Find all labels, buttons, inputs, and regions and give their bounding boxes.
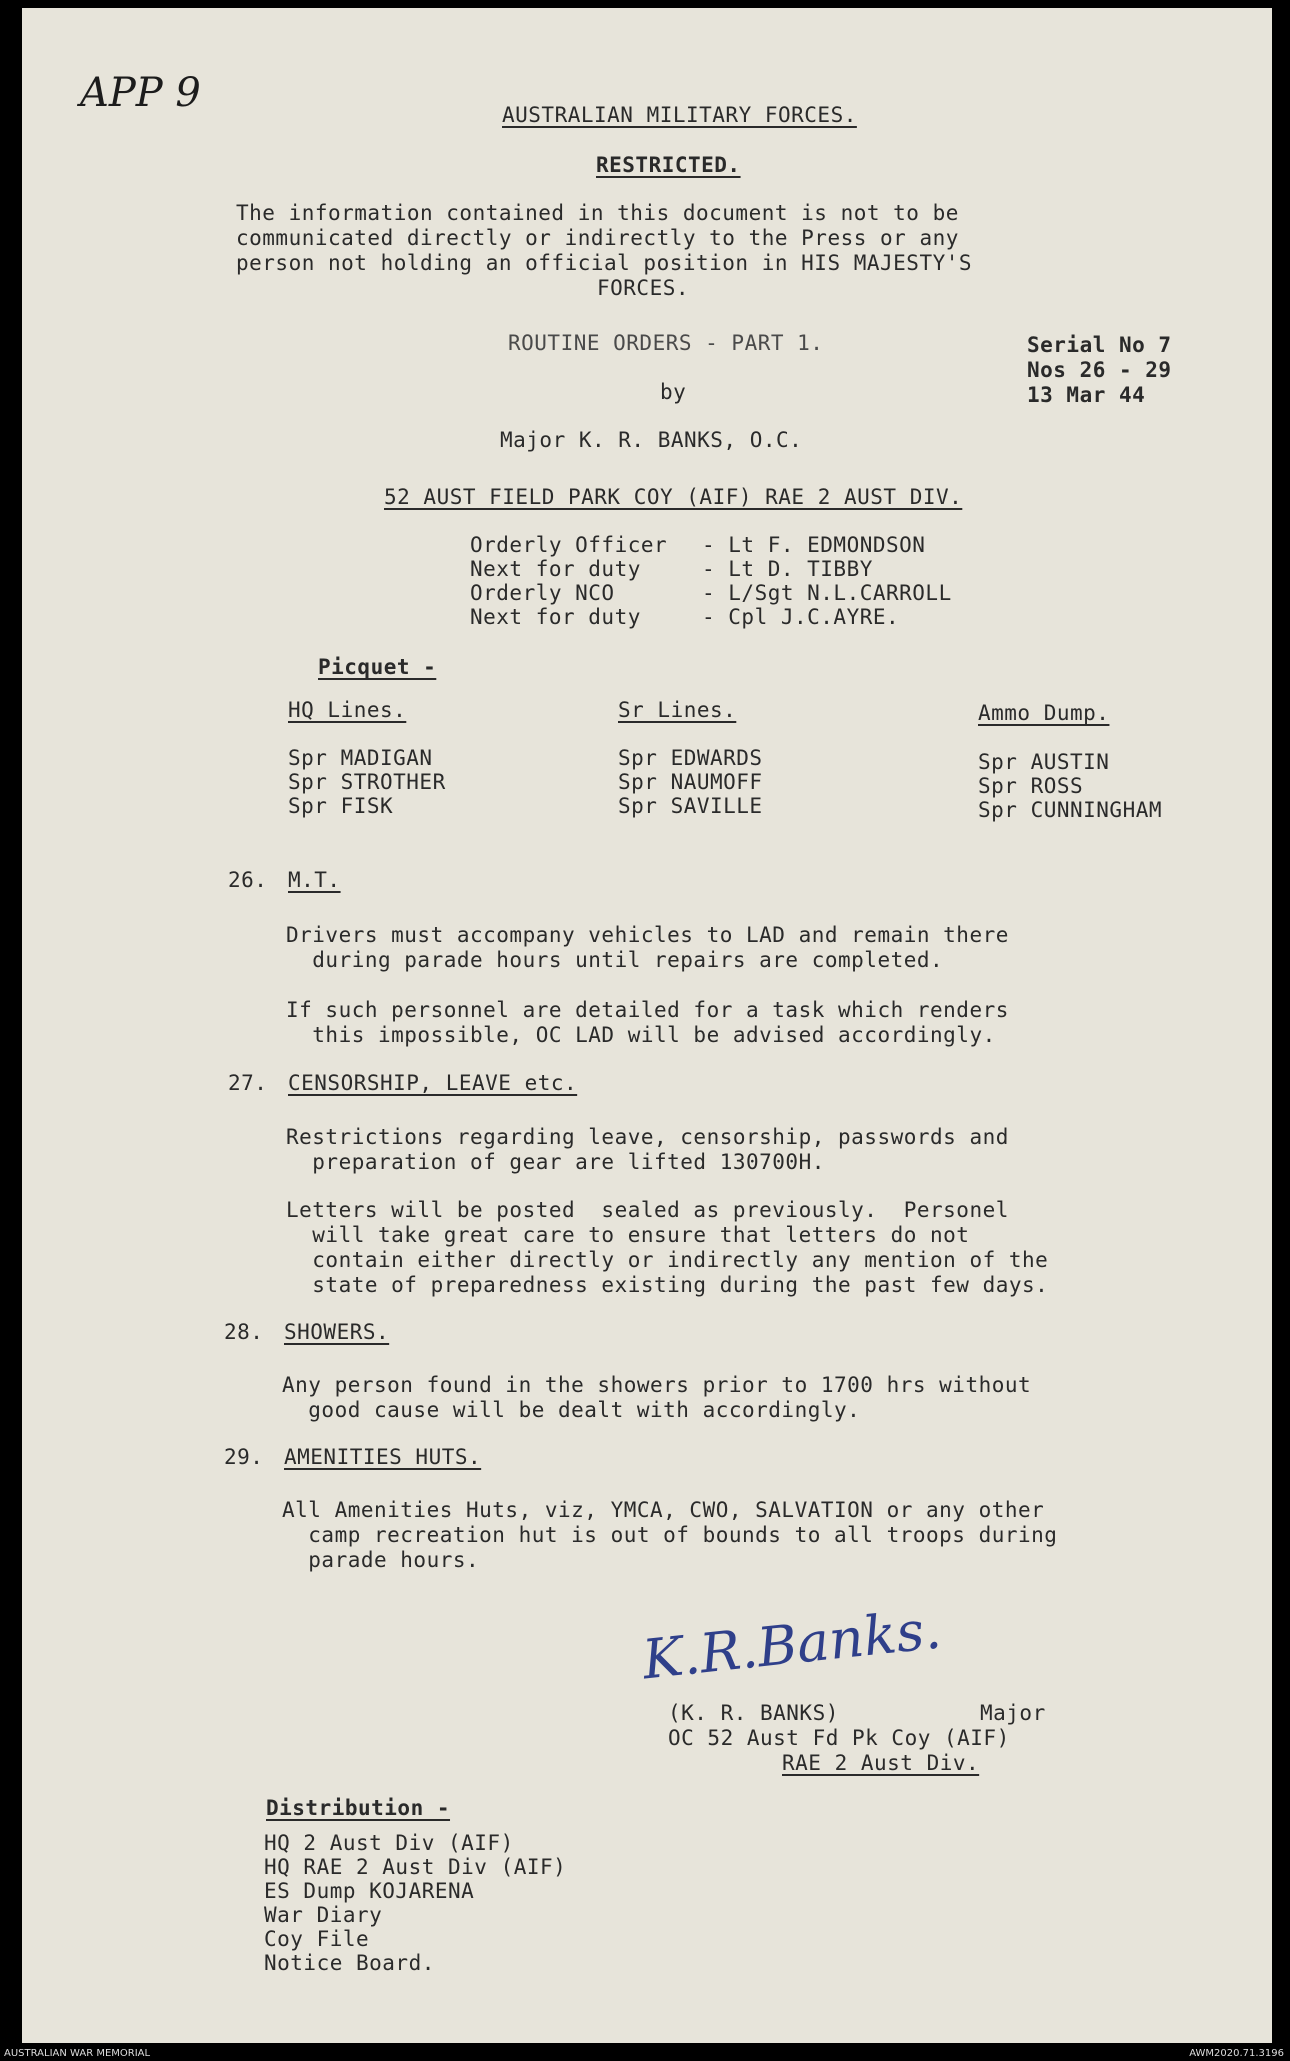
picquet-heading-ammo: Ammo Dump. <box>978 701 1110 725</box>
handwritten-signature: K.R.Banks. <box>639 1597 945 1692</box>
paragraph-line: preparation of gear are lifted 130700H. <box>286 1150 825 1174</box>
item-number: 29. <box>224 1445 264 1469</box>
picquet-member: Spr CUNNINGHAM <box>978 798 1163 822</box>
distribution-item: Notice Board. <box>264 1951 435 1975</box>
duty-name: - Lt F. EDMONDSON <box>702 533 926 557</box>
orders-title: ROUTINE ORDERS - PART 1. <box>508 331 824 355</box>
item-title: M.T. <box>288 868 341 892</box>
item-title: SHOWERS. <box>284 1320 390 1344</box>
picquet-heading-sr: Sr Lines. <box>618 698 737 722</box>
item-number: 26. <box>228 868 268 892</box>
distribution-item: War Diary <box>264 1903 383 1927</box>
distribution-item: HQ RAE 2 Aust Div (AIF) <box>264 1855 567 1879</box>
picquet-title: Picquet - <box>318 655 437 679</box>
duty-name: - Cpl J.C.AYRE. <box>702 605 900 629</box>
signatory-name: (K. R. BANKS) <box>668 1701 839 1725</box>
paragraph-line: Drivers must accompany vehicles to LAD and remain there <box>286 923 1009 947</box>
distribution-item: Coy File <box>264 1927 370 1951</box>
officer-line: Major K. R. BANKS, O.C. <box>500 428 803 452</box>
footer-credit: AUSTRALIAN WAR MEMORIAL <box>4 2048 151 2059</box>
serial-number: Serial No 7 <box>1027 333 1172 357</box>
item-title: CENSORSHIP, LEAVE etc. <box>288 1071 578 1095</box>
duty-role: Orderly NCO <box>470 581 668 605</box>
order-date: 13 Mar 44 <box>1027 383 1146 407</box>
item-number: 27. <box>228 1071 268 1095</box>
duty-role: Next for duty <box>470 557 668 581</box>
footer-accession: AWM2020.71.3196 <box>1189 2048 1284 2059</box>
picquet-member: Spr AUSTIN <box>978 750 1110 774</box>
distribution-item: ES Dump KOJARENA <box>264 1879 475 1903</box>
paragraph-line: this impossible, OC LAD will be advised accordingly. <box>286 1023 996 1047</box>
signatory-unit: OC 52 Aust Fd Pk Coy (AIF) <box>668 1726 1010 1750</box>
order-numbers: Nos 26 - 29 <box>1027 358 1172 382</box>
item-title: AMENITIES HUTS. <box>284 1445 482 1469</box>
unit-line: 52 AUST FIELD PARK COY (AIF) RAE 2 AUST DIV. <box>384 485 963 509</box>
duty-role: Orderly Officer <box>470 533 668 557</box>
app-reference: APP 9 <box>80 70 201 116</box>
paragraph-line: If such personnel are detailed for a task which renders <box>286 998 1009 1022</box>
paragraph-line: during parade hours until repairs are completed. <box>286 948 944 972</box>
signatory-rank: Major <box>980 1701 1046 1725</box>
picquet-member: Spr MADIGAN <box>288 746 433 770</box>
picquet-member: Spr FISK <box>288 794 394 818</box>
paragraph-line: Any person found in the showers prior to 1700 hrs without <box>282 1373 1032 1397</box>
picquet-member: Spr ROSS <box>978 774 1084 798</box>
picquet-heading-hq: HQ Lines. <box>288 698 407 722</box>
paragraph-line: good cause will be dealt with accordingly. <box>282 1398 861 1422</box>
picquet-member: Spr SAVILLE <box>618 794 763 818</box>
paragraph-line: camp recreation hut is out of bounds to all troops during <box>282 1523 1058 1547</box>
distribution-title: Distribution - <box>266 1796 451 1820</box>
signatory-division: RAE 2 Aust Div. <box>782 1751 980 1775</box>
duty-name: - L/Sgt N.L.CARROLL <box>702 581 952 605</box>
picquet-member: Spr EDWARDS <box>618 746 763 770</box>
paragraph-line: Letters will be posted sealed as previously. Personel <box>286 1198 1009 1222</box>
paragraph-line: will take great care to ensure that letters do not <box>286 1223 970 1247</box>
paragraph-line: All Amenities Huts, viz, YMCA, CWO, SALVATION or any other <box>282 1498 1045 1522</box>
duty-role: Next for duty <box>470 605 668 629</box>
restricted-heading: RESTRICTED. <box>596 153 741 177</box>
item-number: 28. <box>224 1320 264 1344</box>
forces-heading: AUSTRALIAN MILITARY FORCES. <box>502 103 857 127</box>
document-page: APP 9 AUSTRALIAN MILITARY FORCES. RESTRICTED. The information contained in this document is not to be communicated directly or indirectly to the Press or any person not holding an official position in HIS MAJESTY'S FORCES. ROUTINE ORDERS - PART 1. Serial No 7 Nos 26 - 29 13 Mar 44 by Major K. R. BANKS, O.C. 52 AUST FIELD PARK COY (AIF) RAE 2 AUST DIV. Orderly Officer - Lt F. EDMONDSON Next for duty - Lt D. TIBBY Orderly NCO - L/Sgt N.L.CARROLL Next for duty - Cpl J.C.AYRE. Picquet - HQ Lines. Sr Lines. Ammo Dump. Spr MADIGAN Spr STROTHER Spr FISK Spr EDWARDS Spr NAUMOFF Spr SAVILLE Spr AUSTIN Spr ROSS Spr CUNNINGHAM 26. M.T. Drivers must accompany vehicles to LAD and remain there during parade hours until repairs are completed. If such personnel are detailed for a task which renders this impossible, OC LAD will be advised accordingly. 27. CENSORSHIP, LEAVE etc. Restrictions regarding leave, censorship, passwords and preparation of gear are lifted 130700H. Letters will be posted sealed as previously. Personel will take great care to ensure that letters do not contain either directly or indirectly any mention of the state of preparedness existing during the past few days. 28. SHOWERS. Any person found in the showers prior to 1700 hrs without good cause will be dealt with accordingly. 29. AMENITIES HUTS. All Amenities Huts, viz, YMCA, CWO, SALVATION or any other camp recreation hut is out of bounds to all troops during parade hours. K.R.Banks. (K. R. BANKS) Major OC 52 Aust Fd Pk Coy (AIF) RAE 2 Aust Div. Distribution - HQ 2 Aust Div (AIF) HQ RAE 2 Aust Div (AIF) ES Dump KOJARENA War Diary Coy File Notice Board. <box>22 8 1272 2043</box>
paragraph-line: state of preparedness existing during the past few days. <box>286 1273 1049 1297</box>
paragraph-line: contain either directly or indirectly any mention of the <box>286 1248 1049 1272</box>
paragraph-line: parade hours. <box>282 1548 480 1572</box>
distribution-item: HQ 2 Aust Div (AIF) <box>264 1831 514 1855</box>
picquet-member: Spr NAUMOFF <box>618 770 763 794</box>
picquet-member: Spr STROTHER <box>288 770 446 794</box>
duty-name: - Lt D. TIBBY <box>702 557 873 581</box>
by-label: by <box>660 380 687 404</box>
paragraph-line: Restrictions regarding leave, censorship, passwords and <box>286 1125 1009 1149</box>
